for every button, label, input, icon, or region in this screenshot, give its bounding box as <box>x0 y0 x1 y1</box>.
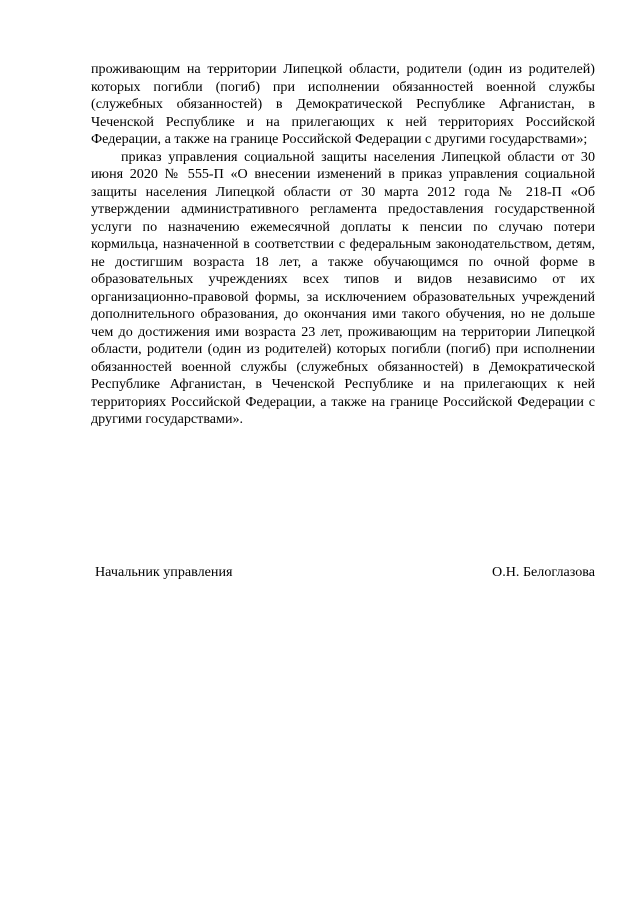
paragraph-order-reference: приказ управления социальной защиты населения Липецкой области от 30 июня 2020 № 555-П «О внесении изменений в приказ управления социальной защиты населения Липецкой области от 30 марта 2012 года № 218-П «Об утверждении административного регламента предоставления государственной услуги по назначению ежемесячной доплаты к пенсии по случаю потери кормильца, назначенной в соответствии с федеральным законодательством, детям, не достигшим возраста 18 лет, а также обучающимся по очной форме в образовательных учреждениях всех типов и видов независимо от их организационно-правовой формы, за исключением образовательных учреждений дополнительного образования, до окончания ими такого обучения, но не дольше чем до достижения ими возраста 23 лет, проживающим на территории Липецкой области, родители (один из родителей) которых погибли (погиб) при исполнении обязанностей военной службы (служебных обязанностей) в Демократической Республике Афганистан, в Чеченской Республике и на прилегающих к ней территориях Российской Федерации, а также на границе Российской Федерации с другими государствами». <box>91 148 595 427</box>
document-body <box>91 61 595 429</box>
signatory-position: Начальник управления <box>95 564 233 580</box>
paragraph-continuation: проживающим на территории Липецкой области, родители (один из родителей) которых погибли (погиб) при исполнении обязанностей военной службы (служебных обязанностей) в Демократической Республике Афганистан, в Чеченской Республике и на прилегающих к ней территориях Российской Федерации, а также на границе Российской Федерации с другими государствами»; <box>91 61 595 147</box>
signatory-name: О.Н. Белоглазова <box>492 564 595 580</box>
